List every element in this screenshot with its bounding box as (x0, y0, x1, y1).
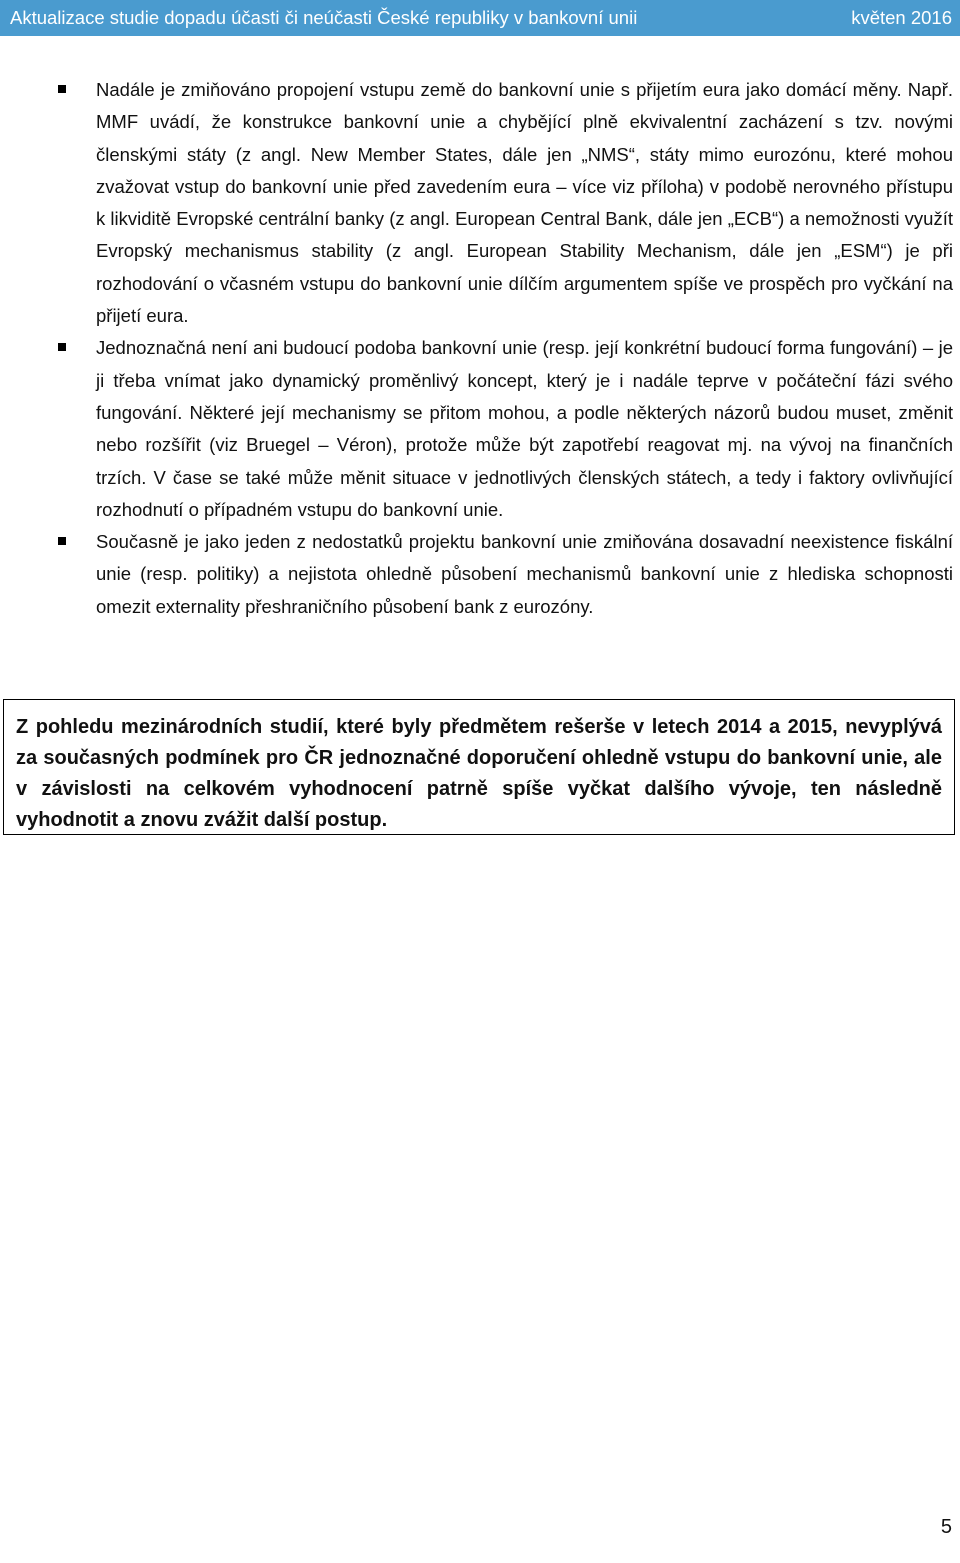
bullet-text: Jednoznačná není ani budoucí podoba bankovní unie (resp. její konkrétní budoucí forma fungování) – je ji třeba vnímat jako dynamický proměnlivý koncept, který je i nadále teprve v počáteční fázi svého fungování. Některé její mechanismy se přitom mohou, a podle některých názorů budou muset, změnit nebo rozšířit (viz Bruegel – Véron), protože může být zapotřebí reagovat mj. na vývoj na finančních trzích. V čase se také může měnit situace v jednotlivých členských státech, a tedy i faktory ovlivňující rozhodnutí o případném vstupu do bankovní unie. (96, 337, 953, 520)
document-date: květen 2016 (851, 7, 952, 28)
document-header (0, 0, 960, 36)
bullet-item (58, 526, 953, 623)
page-number: 5 (940, 1516, 952, 1538)
square-bullet-icon (58, 343, 66, 351)
conclusion-text: Z pohledu mezinárodních studií, které byly předmětem rešerše v letech 2014 a 2015, nevyplývá za současných podmínek pro ČR jednoznačné doporučení ohledně vstupu do bankovní unie, ale v závislosti na celkovém vyhodnocení patrně spíše vyčkat dalšího vývoje, ten následně vyhodnotit a znovu zvážit další postup. (16, 716, 942, 831)
conclusion-box (3, 699, 955, 835)
square-bullet-icon (58, 85, 66, 93)
document-title: Aktualizace studie dopadu účasti či neúčasti České republiky v bankovní unii (10, 7, 638, 28)
bullet-text: Nadále je zmiňováno propojení vstupu země do bankovní unie s přijetím eura jako domácí měny. Např. MMF uvádí, že konstrukce bankovní unie a chybějící plně ekvivalentní zacházení s tzv. novými členskými státy (z angl. New Member States, dále jen „NMS“, státy mimo eurozónu, které mohou zvažovat vstup do bankovní unie před zavedením eura – více viz příloha) v podobě nerovného přístupu k likviditě Evropské centrální banky (z angl. European Central Bank, dále jen „ECB“) a nemožnosti využít Evropský mechanismus stability (z angl. European Stability Mechanism, dále jen „ESM“) je při rozhodování o včasném vstupu do bankovní unie dílčím argumentem spíše ve prospěch pro vyčkání na přijetí eura. (96, 79, 953, 327)
bullet-text: Současně je jako jeden z nedostatků projektu bankovní unie zmiňována dosavadní neexistence fiskální unie (resp. politiky) a nejistota ohledně působení mechanismů bankovní unie z hlediska schopnosti omezit externality přeshraničního působení bank z eurozóny. (96, 531, 953, 617)
bullet-item (58, 332, 953, 526)
bullet-list (58, 74, 953, 623)
square-bullet-icon (58, 537, 66, 545)
bullet-item (58, 74, 953, 332)
